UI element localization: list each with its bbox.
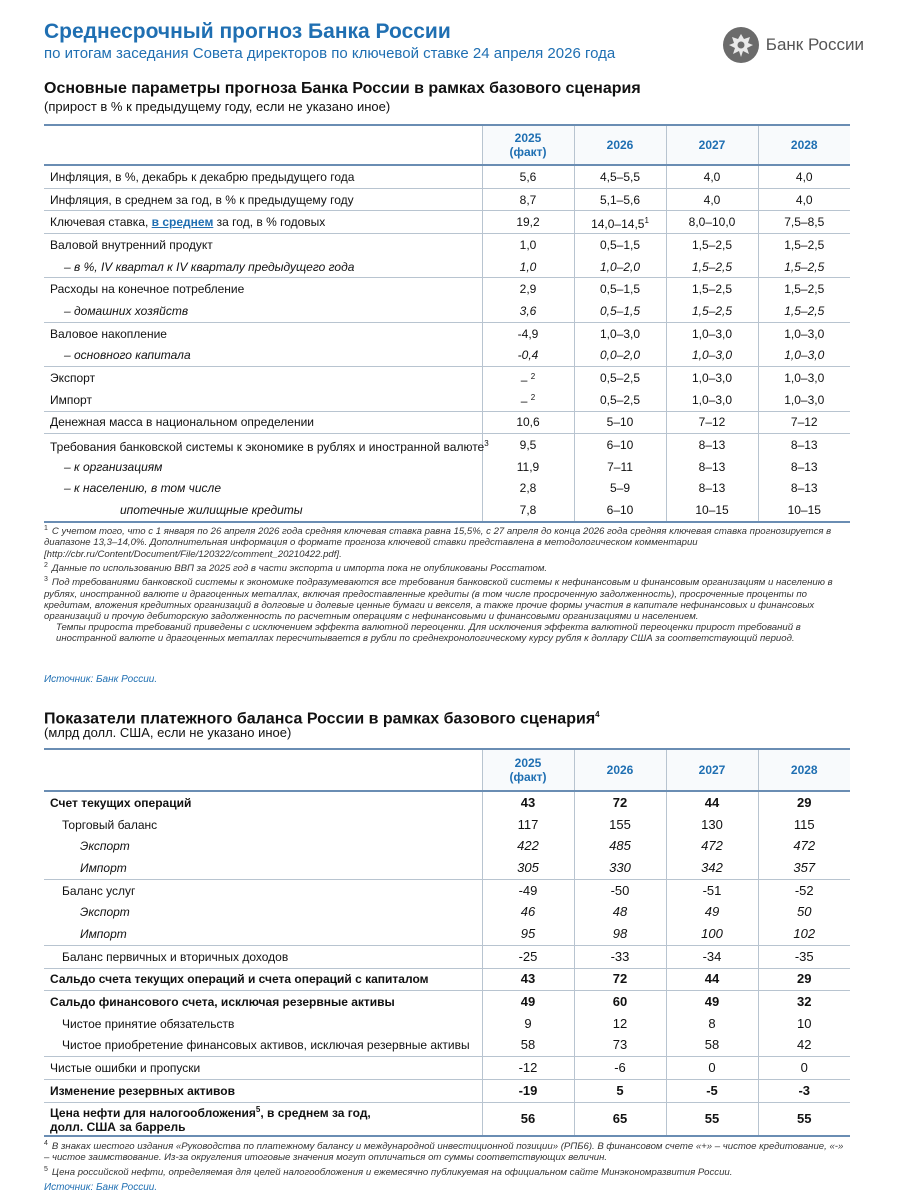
footnote: $^2$ Данные по использованию ВВП за 2025 год в части экспорта и импорта пока не опубликованы Росстатом. — [44, 561, 548, 574]
row-label: Валовое накопление — [44, 322, 482, 344]
table-row: Чистые ошибки и пропуски -12 -6 0 0 — [44, 1057, 850, 1080]
table-row: – основного капитала -0,4 0,0–2,0 1,0–3,0 1,0–3,0 — [44, 345, 850, 367]
footnote: $^4$ В знаках шестого издания «Руководства по платежному балансу и международной инвестиционной позиции» (РПБ6). В финансовом счете «+» – чистое кредитование, «-» – чистое заимствование. Из-за округления итоговые значения могут отличаться от суммы соответствующих величин. — [44, 1140, 844, 1164]
row-label: Чистое приобретение финансовых активов, исключая резервные активы — [62, 1038, 470, 1053]
eagle-emblem-icon — [722, 26, 760, 64]
footnote: $^1$ С учетом того, что с 1 января по 26 апреля 2026 года средняя ключевая ставка равна 15,5%, с 27 апреля до конца 2026 года средняя ключевая ставка прогнозируется в диапазоне 13,3–14,0%. Дополнительная информация о формате прогноза ключевой ставки представлена в методологическом комментарии [http://cbr.ru/Content/Document/File/120322/comment_20210422.pdf]. — [44, 525, 832, 560]
table1-source: Источник: Банк России. — [44, 674, 158, 685]
page-title: Среднесрочный прогноз Банка России — [44, 20, 451, 43]
table-row: Изменение резервных активов -19 5 -5 -3 — [44, 1079, 850, 1102]
row-label: Сальдо счета текущих операций и счета операций с капиталом — [44, 968, 482, 991]
logo-text: Банк России — [765, 35, 864, 54]
table1-title: Основные параметры прогноза Банка России в рамках базового сценария — [44, 80, 641, 97]
col-2026: 2026 — [574, 749, 666, 791]
table-row: Чистое принятие обязательств 9 12 8 10 — [44, 1013, 850, 1035]
table-row: – к населению, в том числе 2,8 5–9 8–13 8–13 — [44, 478, 850, 500]
col-2027: 2027 — [666, 125, 758, 165]
table-row: – в %, IV квартал к IV кварталу предыдущего года 1,0 1,0–2,0 1,5–2,5 1,5–2,5 — [44, 256, 850, 278]
page-subtitle: по итогам заседания Совета директоров по ключевой ставке 24 апреля 2026 года — [44, 45, 616, 62]
row-label: Баланс первичных и вторичных доходов — [44, 945, 482, 968]
table-row: Экспорт – $^2$ 0,5–2,5 1,0–3,0 1,0–3,0 — [44, 367, 850, 389]
row-label: Импорт — [80, 926, 127, 941]
table2-subtitle: (млрд долл. США, если не указано иное) — [44, 725, 292, 740]
row-label: Счет текущих операций — [50, 795, 192, 810]
col-2027: 2027 — [666, 749, 758, 791]
row-label: Расходы на конечное потребление — [44, 278, 482, 300]
row-label: Сальдо финансового счета, исключая резервные активы — [44, 991, 482, 1013]
table-row: Импорт – $^2$ 0,5–2,5 1,0–3,0 1,0–3,0 — [44, 389, 850, 411]
row-label: – к организациям — [64, 459, 163, 474]
table-row: Расходы на конечное потребление 2,9 0,5–1,5 1,5–2,5 1,5–2,5 — [44, 278, 850, 300]
row-label: Инфляция, в %, декабрь к декабрю предыдущего года — [50, 169, 355, 184]
row-label: – к населению, в том числе — [64, 481, 221, 496]
bank-logo — [722, 26, 864, 64]
row-label: Ключевая ставка, в среднем за год, в % годовых — [44, 211, 482, 234]
row-label: Экспорт — [80, 839, 130, 854]
row-label: Чистые ошибки и пропуски — [44, 1057, 482, 1080]
table1-footnotes — [44, 523, 850, 645]
header-blank — [44, 749, 482, 791]
footnote: Темпы прироста требований приведены с исключением эффекта валютной переоценки. Для исключения эффекта валютной переоценки прирост требований в иностранной валюте и драгоценных металлах пересчитывается в рубли по среднехронологическому курсу рубля к доллару США за соответствующий период. — [56, 622, 801, 645]
row-label: – в %, IV квартал к IV кварталу предыдущего года — [64, 259, 355, 274]
table2-source: Источник: Банк России. — [44, 1182, 158, 1193]
table-row: Требования банковской системы к экономике в рублях и иностранной валюте$^3$ 9,5 6–10 8–13 8–13 — [44, 434, 850, 456]
row-label: Торговый баланс — [62, 817, 158, 832]
header-blank — [44, 125, 482, 165]
table-row: Валовой внутренний продукт 1,0 0,5–1,5 1,5–2,5 1,5–2,5 — [44, 234, 850, 256]
table-row: Экспорт 46 48 49 50 — [44, 901, 850, 923]
table-row: Сальдо счета текущих операций и счета операций с капиталом 43 72 44 29 — [44, 968, 850, 991]
table-row: Счет текущих операций 43 72 44 29 — [44, 791, 850, 814]
row-label: Валовой внутренний продукт — [44, 234, 482, 256]
col-2025: 2025 (факт) — [482, 125, 574, 165]
page-header — [44, 20, 864, 70]
table-row: Цена нефти для налогообложения$^5$, в среднем за год, долл. США за баррель 56 65 55 55 — [44, 1102, 850, 1136]
table-row: Баланс услуг -49 -50 -51 -52 — [44, 879, 850, 901]
table2-footnotes — [44, 1138, 850, 1178]
table-row: Ключевая ставка, в среднем за год, в % годовых 19,2 14,0–14,5$^1$ 8,0–10,0 7,5–8,5 — [44, 211, 850, 234]
row-label: Экспорт — [44, 367, 482, 389]
table-row: Импорт 305 330 342 357 — [44, 857, 850, 879]
table-row: Экспорт 422 485 472 472 — [44, 835, 850, 857]
row-label: Чистое принятие обязательств — [62, 1016, 235, 1031]
table-row: Торговый баланс 117 155 130 115 — [44, 814, 850, 836]
average-link[interactable]: в среднем — [151, 215, 214, 230]
row-label: ипотечные жилищные кредиты — [44, 499, 482, 522]
table-row: Денежная масса в национальном определении 10,6 5–10 7–12 7–12 — [44, 411, 850, 434]
row-label: Импорт — [80, 860, 127, 875]
row-label: – основного капитала — [64, 348, 191, 363]
table-row: ипотечные жилищные кредиты 7,8 6–10 10–15 10–15 — [44, 499, 850, 522]
table1-subtitle: (прирост в % к предыдущему году, если не указано иное) — [44, 99, 391, 114]
row-label: Требования банковской системы к экономике в рублях и иностранной валюте$^3$ — [44, 434, 482, 456]
row-label: Инфляция, в среднем за год, в % к предыдущему году — [44, 188, 482, 211]
table-row: Чистое приобретение финансовых активов, исключая резервные активы 58 73 58 42 — [44, 1035, 850, 1057]
row-label: Денежная масса в национальном определении — [44, 411, 482, 434]
table-row: – к организациям 11,9 7–11 8–13 8–13 — [44, 456, 850, 478]
table-row: Валовое накопление -4,9 1,0–3,0 1,0–3,0 1,0–3,0 — [44, 322, 850, 344]
table-row: – домашних хозяйств 3,6 0,5–1,5 1,5–2,5 1,5–2,5 — [44, 300, 850, 322]
table2-title: Показатели платежного баланса России в рамках базового сценария$^4$ — [44, 710, 600, 728]
row-label: Цена нефти для налогообложения$^5$, в среднем за год, долл. США за баррель — [44, 1102, 482, 1136]
row-label: Баланс услуг — [44, 879, 482, 901]
forecast-table — [44, 124, 850, 523]
col-2028: 2028 — [758, 749, 850, 791]
table-row: Инфляция, в среднем за год, в % к предыдущему году 8,7 5,1–5,6 4,0 4,0 — [44, 188, 850, 211]
footnote: $^5$ Цена российской нефти, определяемая для целей налогообложения и ежемесячно публикуемая на официальном сайте Минэкономразвития России. — [44, 1165, 733, 1178]
col-2028: 2028 — [758, 125, 850, 165]
balance-of-payments-table — [44, 748, 850, 1137]
table-row: Инфляция, в %, декабрь к декабрю предыдущего года 5,6 4,5–5,5 4,0 4,0 — [44, 165, 850, 188]
table-row: Баланс первичных и вторичных доходов -25 -33 -34 -35 — [44, 945, 850, 968]
table-row: Сальдо финансового счета, исключая резервные активы 49 60 49 32 — [44, 991, 850, 1013]
row-label: Импорт — [50, 392, 92, 407]
col-2025: 2025 (факт) — [482, 749, 574, 791]
row-label: Изменение резервных активов — [44, 1079, 482, 1102]
col-2026: 2026 — [574, 125, 666, 165]
table-row: Импорт 95 98 100 102 — [44, 923, 850, 945]
footnote: $^3$ Под требованиями банковской системы к экономике подразумеваются все требования банковской системы к нефинансовым и финансовым организациям и населению в рублях, иностранной валюте и драгоценных металлах, включая предоставленные кредиты (в том числе просроченную задолженность), просроченные проценты по кредитам, вложения кредитных организаций в долговые и долевые ценные бумаги и векселя, а также прочие формы участия в капитале нефинансовых и финансовых организаций и прочую дебиторскую задолженность по расчетным операциям с нефинансовыми и финансовыми организациями и населением. — [44, 576, 833, 622]
row-label: – домашних хозяйств — [64, 303, 189, 318]
row-label: Экспорт — [80, 905, 130, 920]
